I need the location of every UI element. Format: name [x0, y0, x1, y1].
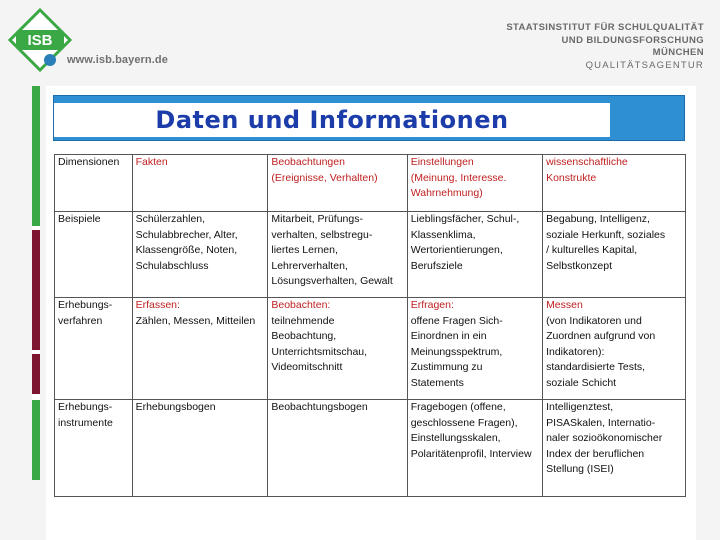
table-cell: Erhebungs- instrumente	[55, 400, 133, 497]
table-cell: Erhebungs- verfahren	[55, 298, 133, 400]
table-cell	[268, 298, 407, 400]
table-cell: Beispiele	[55, 212, 133, 298]
table-cell	[543, 298, 686, 400]
left-decorative-bar	[32, 86, 40, 480]
institute-line-1: STAATSINSTITUT FÜR SCHULQUALITÄT	[506, 22, 704, 33]
institute-line-4: QUALITÄTSAGENTUR	[585, 59, 704, 71]
cell-heading: Erfragen:	[410, 299, 454, 311]
data-table	[54, 154, 686, 497]
table-cell: Mitarbeit, Prüfungs- verhalten, selbstregu- liertes Lernen, Lehrerverhalten, Lösungsverhalten, Gewalt	[268, 212, 407, 298]
header	[0, 0, 720, 82]
isb-logo	[8, 8, 72, 72]
cell-heading: Messen	[546, 299, 583, 311]
table-cell: Intelligenztest, PISASkalen, Internatio- naler sozioökonomischer Index der beruflichen Stellung (ISEI)	[543, 400, 686, 497]
table-cell: Fakten	[132, 155, 268, 212]
left-bar-maroon-segment	[32, 230, 40, 350]
cell-body: Zählen, Messen, Mitteilen	[135, 314, 256, 327]
left-bar-green-segment	[32, 86, 40, 226]
cell-body: teilnehmende Beobachtung, Unterrichtsmitschau, Videomitschnitt	[271, 314, 368, 373]
cell-heading: Beobachten:	[271, 299, 331, 311]
table-cell	[407, 298, 542, 400]
table-cell: Dimensionen	[55, 155, 133, 212]
slide-title: Daten und Informationen	[54, 103, 610, 137]
table-cell: wissenschaftliche Konstrukte	[543, 155, 686, 212]
institute-name	[506, 22, 704, 72]
left-bar-green-segment-2	[32, 400, 40, 480]
website-url[interactable]: www.isb.bayern.de	[67, 54, 168, 66]
slide	[46, 86, 696, 540]
table-row	[55, 298, 686, 400]
institute-line-3: MÜNCHEN	[652, 47, 704, 58]
cell-body: (von Indikatoren und Zuordnen aufgrund von Indikatoren): standardisierte Tests, soziale Schicht	[546, 314, 656, 389]
title-bar	[53, 95, 685, 141]
table-row	[55, 212, 686, 298]
cell-heading: Erfassen:	[135, 299, 180, 311]
table-cell: Einstellungen (Meinung, Interesse. Wahrnehmung)	[407, 155, 542, 212]
table-cell: Lieblingsfächer, Schul-, Klassenklima, Wertorientierungen, Berufsziele	[407, 212, 542, 298]
cell-body: offene Fragen Sich- Einordnen in ein Meinungsspektrum, Zustimmung zu Statements	[410, 314, 503, 389]
institute-line-2: UND BILDUNGSFORSCHUNG	[561, 34, 704, 46]
table-cell: Fragebogen (offene, geschlossene Fragen), Einstellungsskalen, Polaritätenprofil, Interview	[407, 400, 542, 497]
table-cell: Schülerzahlen, Schulabbrecher, Alter, Klassengröße, Noten, Schulabschluss	[132, 212, 268, 298]
table-cell	[132, 298, 268, 400]
left-bar-maroon-segment-2	[32, 354, 40, 394]
logo-text: ISB	[27, 32, 53, 49]
table-cell: Beobachtungen (Ereignisse, Verhalten)	[268, 155, 407, 212]
table-cell: Erhebungsbogen	[132, 400, 268, 497]
table-row	[55, 155, 686, 212]
table-cell: Beobachtungsbogen	[268, 400, 407, 497]
table-cell: Begabung, Intelligenz, soziale Herkunft, soziales / kulturelles Kapital, Selbstkonzept	[543, 212, 686, 298]
table-row	[55, 400, 686, 497]
